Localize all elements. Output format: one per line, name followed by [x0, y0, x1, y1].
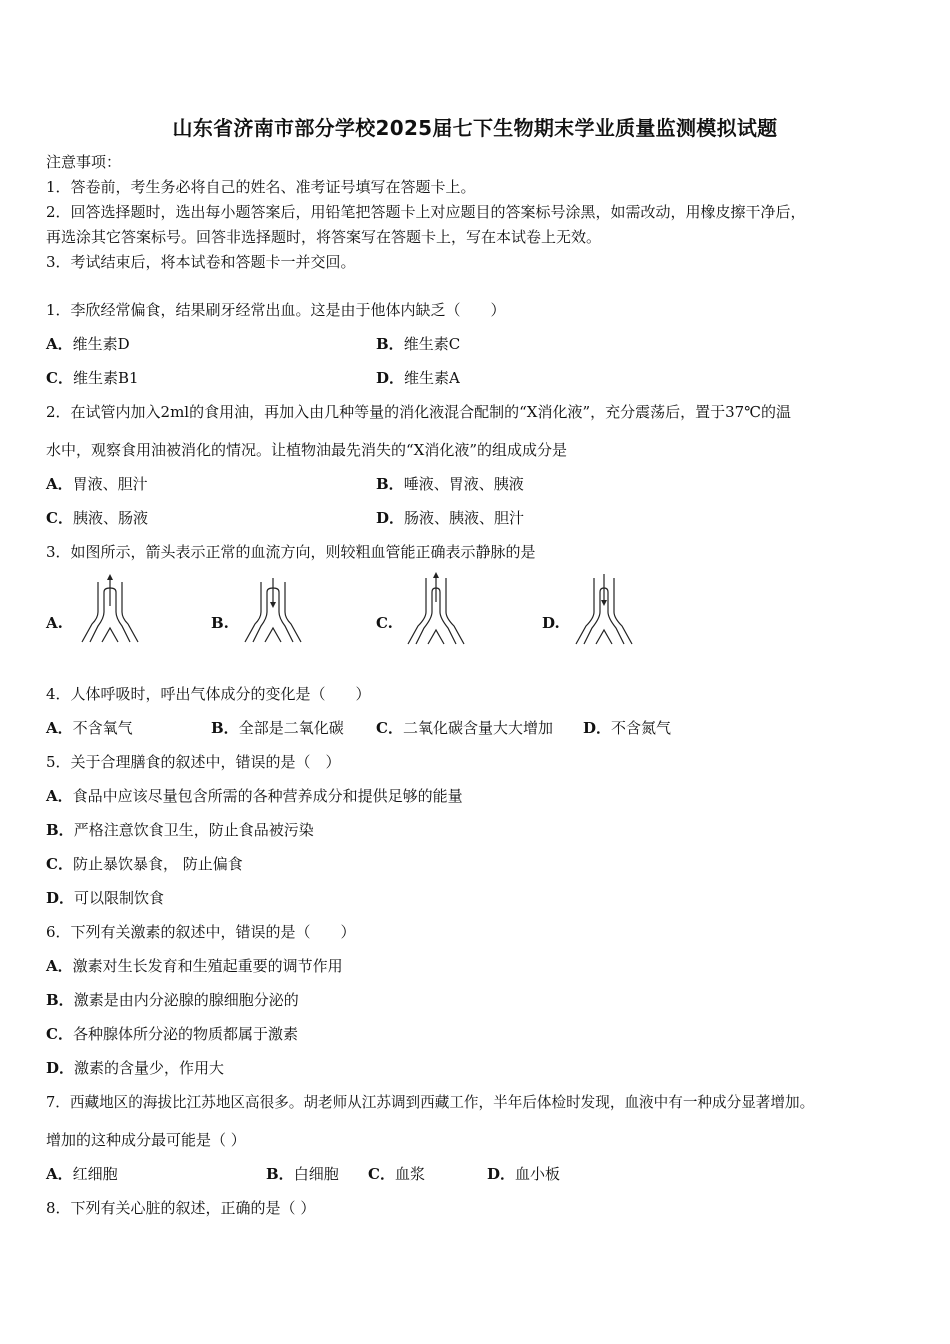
option-letter: D．: [376, 509, 405, 527]
option-text: 二氧化碳含量大大增加: [402, 719, 553, 737]
q6-option-c[interactable]: [46, 1024, 298, 1044]
option-letter: A．: [46, 475, 73, 493]
option-text: 严格注意饮食卫生，防止食品被污染: [73, 821, 314, 839]
option-text: 维生素A: [404, 369, 460, 387]
q6-option-d[interactable]: [46, 1058, 224, 1078]
q7-option-c[interactable]: [368, 1164, 425, 1184]
notice-heading: 注意事项：: [46, 153, 122, 171]
question-6-stem: 6．下列有关激素的叙述中，错误的是（ ）: [46, 923, 356, 941]
q5-option-a[interactable]: [46, 786, 463, 806]
option-text: 血小板: [515, 1165, 561, 1183]
question-5-stem: 5．关于合理膳食的叙述中，错误的是（ ）: [46, 753, 341, 771]
q3-option-a-label[interactable]: A.: [46, 614, 63, 632]
option-text: 维生素C: [403, 335, 461, 353]
option-letter: C．: [368, 1165, 395, 1183]
q7-option-b[interactable]: [266, 1164, 339, 1184]
question-7-stem: 7．西藏地区的海拔比江苏地区高很多。胡老师从江苏调到西藏工作，半年后体检时发现，血液中有一种成分显著增加。: [46, 1094, 815, 1111]
option-text: 维生素B1: [72, 369, 139, 387]
option-text: 各种腺体所分泌的物质都属于激素: [72, 1025, 298, 1043]
option-text: 全部是二氧化碳: [238, 719, 344, 737]
option-text: 食品中应该尽量包含所需的各种营养成分和提供足够的能量: [72, 787, 463, 805]
vessel-diagram-b: [243, 572, 303, 652]
vessel-diagram-a: [80, 572, 140, 652]
option-letter: B．: [376, 335, 404, 353]
option-text: 可以限制饮食: [74, 889, 165, 907]
option-text: 肠液、胰液、胆汁: [404, 509, 525, 527]
question-1-stem: 1．李欣经常偏食，结果刷牙经常出血。这是由于他体内缺乏（ ）: [46, 301, 506, 319]
question-2-stem-cont: 水中，观察食用油被消化的情况。让植物油最先消失的“X消化液”的组成成分是: [46, 441, 568, 459]
notice-item: 1．答卷前，考生务必将自己的姓名、准考证号填写在答题卡上。: [46, 178, 476, 196]
option-text: 红细胞: [72, 1165, 118, 1183]
q5-option-b[interactable]: [46, 820, 314, 840]
option-letter: C．: [376, 719, 403, 737]
q4-option-c[interactable]: [376, 718, 553, 738]
option-text: 胰液、肠液: [72, 509, 148, 527]
option-letter: B．: [266, 1165, 294, 1183]
question-7-stem-cont: 增加的这种成分最可能是（ ）: [46, 1131, 246, 1149]
option-letter: D．: [583, 719, 612, 737]
option-letter: A．: [46, 1165, 73, 1183]
option-letter: D．: [376, 369, 405, 387]
option-letter: D．: [46, 1059, 75, 1077]
vessel-diagram-c: [406, 572, 466, 652]
q1-option-d[interactable]: [376, 368, 460, 388]
page-title: 山东省济南市部分学校2025届七下生物期末学业质量监测模拟试题: [172, 116, 778, 140]
q7-option-a[interactable]: [46, 1164, 118, 1184]
q3-option-d-label[interactable]: D.: [542, 614, 560, 632]
q7-option-d[interactable]: [487, 1164, 560, 1184]
option-text: 胃液、胆汁: [72, 475, 148, 493]
option-text: 白细胞: [293, 1165, 339, 1183]
q2-option-d[interactable]: [376, 508, 524, 528]
q6-option-a[interactable]: [46, 956, 343, 976]
q3-option-b-label[interactable]: B.: [211, 614, 229, 632]
q5-option-c[interactable]: [46, 854, 243, 874]
option-letter: B．: [46, 821, 74, 839]
notice-item: 3．考试结束后，将本试卷和答题卡一并交回。: [46, 253, 356, 271]
option-text: 维生素D: [72, 335, 130, 353]
q4-option-b[interactable]: [211, 718, 344, 738]
q2-option-b[interactable]: [376, 474, 524, 494]
q5-option-d[interactable]: [46, 888, 164, 908]
question-2-stem: 2．在试管内加入2ml的食用油，再加入由几种等量的消化液混合配制的“X消化液”，充分震荡后，置于37℃的温: [46, 403, 791, 421]
option-letter: B．: [211, 719, 239, 737]
option-text: 血浆: [394, 1165, 425, 1183]
option-letter: B．: [376, 475, 404, 493]
option-letter: C．: [46, 509, 73, 527]
option-letter: D．: [46, 889, 75, 907]
option-letter: A．: [46, 787, 73, 805]
q1-option-c[interactable]: [46, 368, 139, 388]
q2-option-c[interactable]: [46, 508, 148, 528]
option-letter: D．: [487, 1165, 516, 1183]
option-letter: A．: [46, 957, 73, 975]
option-text: 不含氧气: [72, 719, 133, 737]
q4-option-a[interactable]: [46, 718, 133, 738]
q1-option-b[interactable]: [376, 334, 460, 354]
option-text: 激素对生长发育和生殖起重要的调节作用: [72, 957, 343, 975]
option-letter: C．: [46, 855, 73, 873]
option-text: 唾液、胃液、胰液: [403, 475, 524, 493]
q2-option-a[interactable]: [46, 474, 148, 494]
q4-option-d[interactable]: [583, 718, 671, 738]
option-text: 防止暴饮暴食， 防止偏食: [72, 855, 243, 873]
vessel-diagram-d: [574, 572, 634, 652]
q1-option-a[interactable]: [46, 334, 130, 354]
question-8-stem: 8．下列有关心脏的叙述，正确的是（ ）: [46, 1199, 316, 1217]
option-letter: B．: [46, 991, 74, 1009]
option-letter: C．: [46, 1025, 73, 1043]
option-letter: A．: [46, 335, 73, 353]
notice-item: 2．回答选择题时，选出每小题答案后，用铅笔把答题卡上对应题目的答案标号涂黑，如需改动，用橡皮擦干净后，: [46, 203, 806, 221]
notice-item: 再选涂其它答案标号。回答非选择题时，将答案写在答题卡上，写在本试卷上无效。: [46, 228, 602, 246]
option-letter: A．: [46, 719, 73, 737]
question-3-stem: 3．如图所示，箭头表示正常的血流方向，则较粗血管能正确表示静脉的是: [46, 543, 536, 561]
q6-option-b[interactable]: [46, 990, 299, 1010]
q3-option-c-label[interactable]: C.: [376, 614, 393, 632]
option-letter: C．: [46, 369, 73, 387]
option-text: 激素是由内分泌腺的腺细胞分泌的: [73, 991, 299, 1009]
option-text: 不含氮气: [611, 719, 672, 737]
question-4-stem: 4．人体呼吸时，呼出气体成分的变化是（ ）: [46, 685, 371, 703]
option-text: 激素的含量少，作用大: [74, 1059, 225, 1077]
